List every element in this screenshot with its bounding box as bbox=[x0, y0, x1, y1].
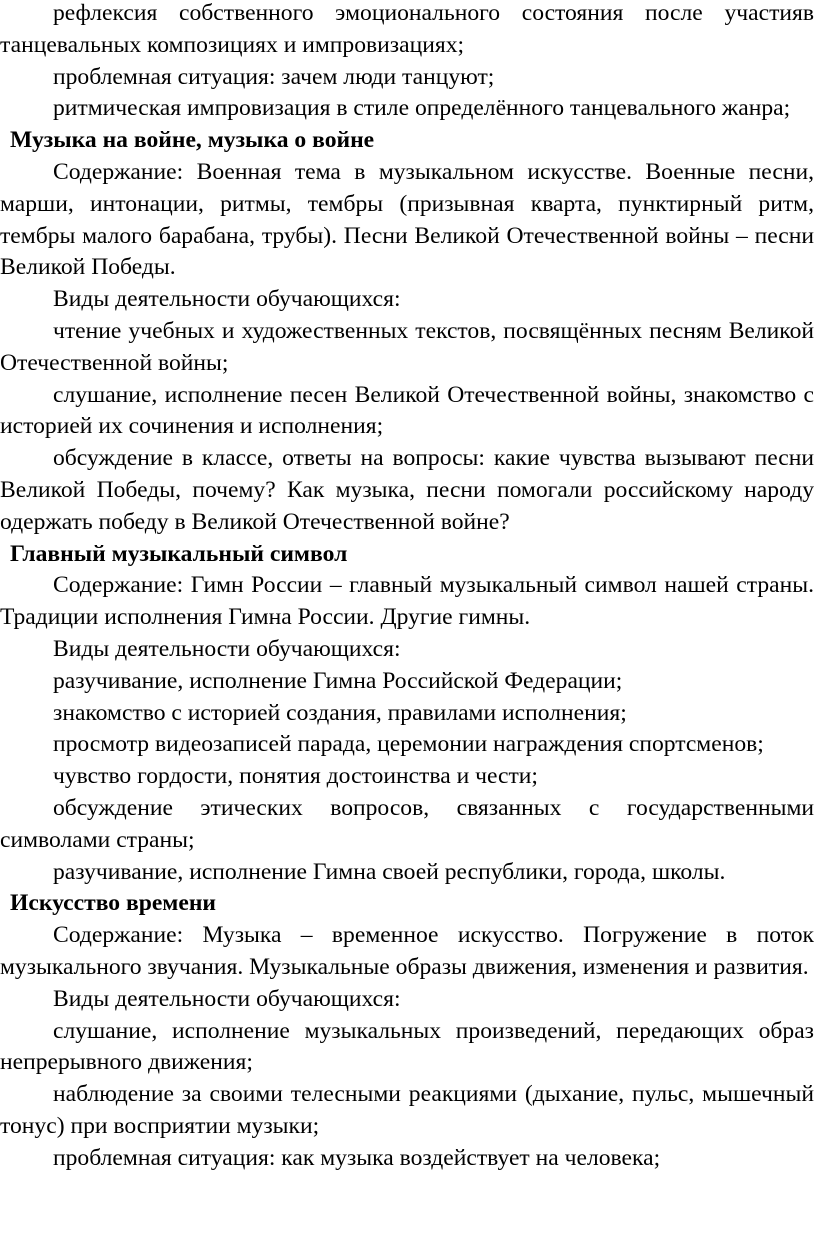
list-item-parade-videos: просмотр видеозаписей парада, церемонии награждения спортсменов; bbox=[53, 731, 764, 758]
list-item-continuous-motion: слушание, исполнение музыкальных произведений, передающих образ непрерывного движения; bbox=[0, 1017, 814, 1076]
section-heading-war-music: Музыка на войне, музыка о войне bbox=[10, 127, 375, 154]
content-paragraph-time-art: Содержание: Музыка – временное искусство. Погружение в поток музыкального звучания. Музыкальные образы движения, изменения и развития. bbox=[0, 922, 814, 980]
list-item-rhythmic-improvisation: ритмическая импровизация в стиле определённого танцевального жанра; bbox=[53, 95, 791, 122]
list-item-reflection: рефлексия собственного эмоционального состояния после участияв танцевальных композициях и импровизациях; bbox=[0, 0, 814, 58]
activities-label: Виды деятельности обучающихся: bbox=[53, 286, 401, 313]
list-item-music-impact: проблемная ситуация: как музыка воздействует на человека; bbox=[53, 1144, 661, 1171]
list-item-anthem-history: знакомство с историей создания, правилами исполнения; bbox=[53, 699, 627, 726]
list-item-ethics-discussion: обсуждение этических вопросов, связанных с государственными символами страны; bbox=[0, 794, 814, 853]
activities-label: Виды деятельности обучающихся: bbox=[53, 985, 401, 1012]
content-paragraph-anthem: Содержание: Гимн России – главный музыкальный символ нашей страны. Традиции исполнения Гимна России. Другие гимны. bbox=[0, 572, 814, 631]
list-item-local-anthem: разучивание, исполнение Гимна своей республики, города, школы. bbox=[53, 858, 726, 885]
list-item-listening-songs: слушание, исполнение песен Великой Отечественной войны, знакомство с историей их сочинения и исполнения; bbox=[0, 381, 814, 440]
content-paragraph-war-music: Содержание: Военная тема в музыкальном искусстве. Военные песни, марши, интонации, ритмы, тембры (призывная кварта, пунктирный ритм, тембры малого барабана, трубы). Песни Великой Отечественной войны – песни Великой Победы. bbox=[0, 158, 814, 281]
list-item-learning-anthem: разучивание, исполнение Гимна Российской Федерации; bbox=[53, 667, 623, 694]
list-item-body-reactions: наблюдение за своими телесными реакциями (дыхание, пульс, мышечный тонус) при восприятии музыки; bbox=[0, 1081, 814, 1139]
section-heading-art-of-time: Искусство времени bbox=[10, 890, 217, 917]
list-item-pride: чувство гордости, понятия достоинства и чести; bbox=[53, 763, 538, 790]
activities-label: Виды деятельности обучающихся: bbox=[53, 635, 401, 662]
list-item-class-discussion: обсуждение в классе, ответы на вопросы: какие чувства вызывают песни Великой Победы, почему? Как музыка, песни помогали российскому народу одержать победу в Великой Отечественной войне? bbox=[0, 445, 814, 535]
list-item-reading-texts: чтение учебных и художественных текстов, посвящённых песням Великой Отечественной войны; bbox=[0, 317, 814, 376]
section-heading-music-symbol: Главный музыкальный символ bbox=[10, 540, 348, 567]
list-item-problem-situation: проблемная ситуация: зачем люди танцуют; bbox=[53, 63, 495, 90]
